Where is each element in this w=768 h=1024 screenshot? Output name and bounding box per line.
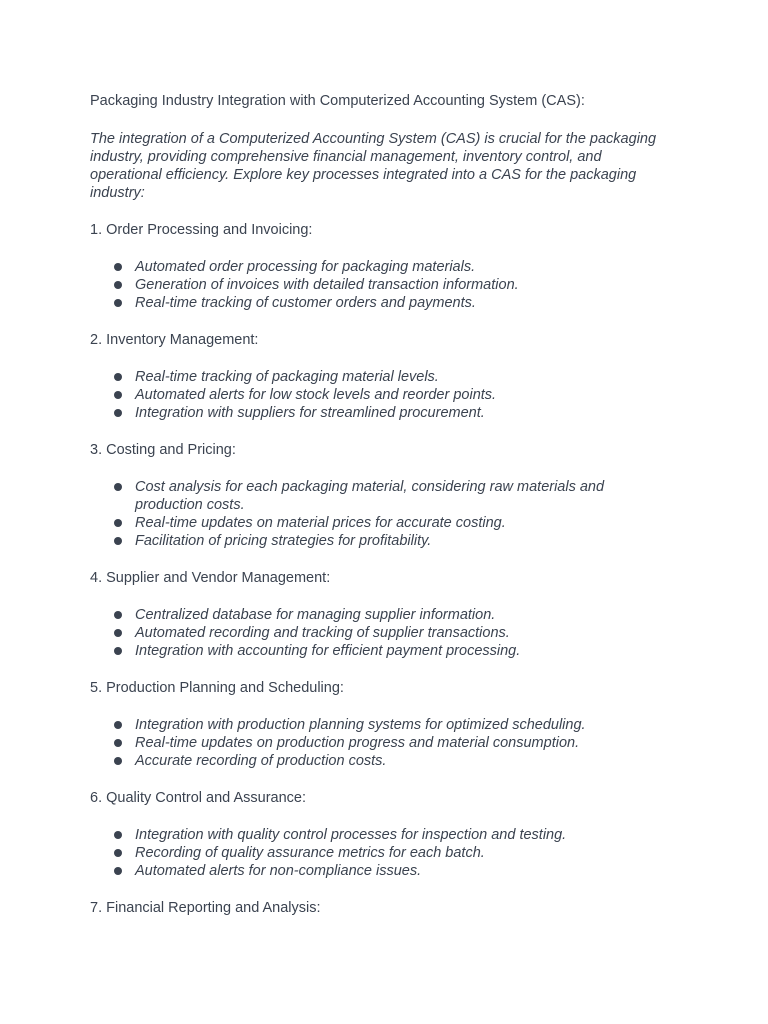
list-item [90,294,645,312]
section-heading: 7. Financial Reporting and Analysis: [90,900,321,916]
bullet-icon [114,409,122,417]
bullet-icon [114,391,122,399]
section-heading: 2. Inventory Management: [90,332,259,348]
bullet-icon [114,831,122,839]
bullet-icon [114,373,122,381]
document-page [90,92,690,936]
list-item-text: Real-time updates on material prices for accurate costing. [135,515,506,531]
section-heading: 4. Supplier and Vendor Management: [90,570,331,586]
section-inventory-management [90,331,690,422]
list-item-text: Automated alerts for low stock levels and reorder points. [135,387,497,403]
list-item-text: Automated alerts for non-compliance issues. [135,863,422,879]
list-item-text: Real-time tracking of customer orders and payments. [135,295,476,311]
document-title: Packaging Industry Integration with Computerized Accounting System (CAS): [90,93,585,109]
list-item-text: Integration with quality control processes for inspection and testing. [135,827,567,843]
list-item [90,642,645,660]
section-costing-pricing [90,441,690,550]
section-quality-control [90,789,690,880]
bullet-icon [114,629,122,637]
list-item-text: Generation of invoices with detailed transaction information. [135,277,519,293]
list-item [90,258,645,276]
intro-paragraph: The integration of a Computerized Accounting System (CAS) is crucial for the packaging industry, providing comprehensive financial management, inventory control, and operational efficiency. Explore key processes integrated into a CAS for the packaging industry: [90,131,657,201]
list-item-text: Integration with accounting for efficient payment processing. [135,643,521,659]
list-item [90,862,645,880]
list-item [90,404,645,422]
bullet-icon [114,739,122,747]
list-item-text: Integration with production planning systems for optimized scheduling. [135,717,586,733]
list-item-text: Cost analysis for each packaging material, considering raw materials and production costs. [135,479,605,513]
list-item [90,532,645,550]
list-item-text: Automated recording and tracking of supplier transactions. [135,625,510,641]
list-item-text: Real-time tracking of packaging material levels. [135,369,439,385]
list-item-text: Automated order processing for packaging materials. [135,259,476,275]
bullet-icon [114,721,122,729]
list-item-text: Recording of quality assurance metrics for each batch. [135,845,485,861]
list-item [90,826,645,844]
bullet-list [90,606,690,660]
section-heading: 1. Order Processing and Invoicing: [90,222,313,238]
list-item [90,734,645,752]
bullet-list [90,258,690,312]
bullet-list [90,478,690,550]
section-heading: 3. Costing and Pricing: [90,442,236,458]
bullet-list [90,826,690,880]
bullet-list [90,368,690,422]
bullet-icon [114,263,122,271]
section-order-processing [90,221,690,312]
bullet-icon [114,483,122,491]
list-item [90,386,645,404]
bullet-icon [114,867,122,875]
section-heading: 5. Production Planning and Scheduling: [90,680,344,696]
list-item [90,276,645,294]
list-item [90,716,645,734]
bullet-icon [114,299,122,307]
list-item-text: Accurate recording of production costs. [135,753,387,769]
list-item [90,752,645,770]
list-item [90,624,645,642]
section-supplier-vendor [90,569,690,660]
bullet-icon [114,537,122,545]
bullet-icon [114,281,122,289]
list-item [90,368,645,386]
section-production-planning [90,679,690,770]
list-item-text: Real-time updates on production progress and material consumption. [135,735,580,751]
section-heading: 6. Quality Control and Assurance: [90,790,307,806]
bullet-list [90,716,690,770]
bullet-icon [114,849,122,857]
list-item [90,844,645,862]
section-financial-reporting [90,899,690,918]
bullet-icon [114,757,122,765]
bullet-icon [114,611,122,619]
list-item-text: Centralized database for managing supplier information. [135,607,496,623]
list-item [90,478,645,514]
list-item-text: Integration with suppliers for streamlined procurement. [135,405,485,421]
list-item [90,606,645,624]
list-item-text: Facilitation of pricing strategies for profitability. [135,533,432,549]
list-item [90,514,645,532]
bullet-icon [114,647,122,655]
bullet-icon [114,519,122,527]
